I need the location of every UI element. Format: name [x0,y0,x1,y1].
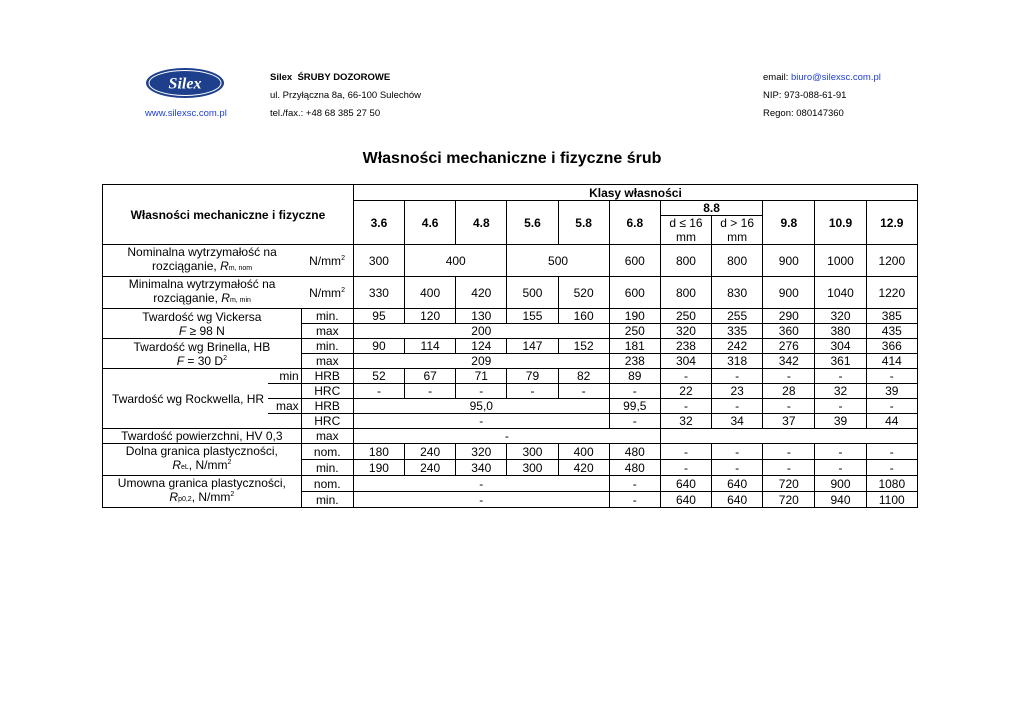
class-header: 3.6 [353,201,404,245]
value-cell: - [815,460,866,476]
value-cell: 720 [763,476,815,492]
value-cell: - [609,492,660,508]
scale-label: HRC [301,414,353,429]
value-cell: - [660,399,711,414]
value-cell: 400 [405,277,456,309]
value-cell: 1220 [866,277,917,309]
limit-label: min. [301,492,353,508]
value-cell: 28 [763,384,815,399]
limit-label: nom. [301,444,353,460]
value-cell: 640 [660,492,711,508]
row-label-proof: Umowna granica plastyczności, Rp0,2, $N/mm^2$ [103,476,302,508]
row-label-nominal: Nominalna wytrzymałość na rozciąganie, Rm, nom [103,245,302,277]
company-phone: tel./fax.: +48 68 385 27 50 [270,108,381,119]
value-cell: 400 [405,245,507,277]
silex-logo [145,67,225,99]
value-cell: 79 [507,369,558,384]
value-cell: 238 [660,339,711,354]
website-link[interactable]: www.silexsc.com.pl [145,108,227,119]
value-cell: 435 [866,324,917,339]
value-cell: 255 [712,309,763,324]
value-cell: 124 [456,339,507,354]
value-cell: 360 [763,324,815,339]
value-cell: 52 [353,369,404,384]
value-cell: - [660,444,711,460]
classes-header: Klasy własności [353,185,917,201]
value-cell: 480 [609,460,660,476]
class-header: 4.6 [405,201,456,245]
value-cell: 240 [405,460,456,476]
value-cell: - [353,429,660,444]
limit-label: nom. [301,476,353,492]
value-cell: 160 [558,309,609,324]
value-cell: 300 [507,460,558,476]
company-regon: Regon: 080147360 [763,108,844,119]
value-cell: 99,5 [609,399,660,414]
value-cell: - [712,369,763,384]
unit-cell: $N/mm^2$ [301,245,353,277]
value-cell: - [660,369,711,384]
value-cell: 23 [712,384,763,399]
limit-label: min. [301,339,353,354]
value-cell: - [712,399,763,414]
value-cell: 800 [712,245,763,277]
value-cell: - [763,399,815,414]
value-cell: - [353,384,404,399]
value-cell: 335 [712,324,763,339]
row-label-rockwell: Twardość wg Rockwella, HR [103,369,269,429]
company-nip: NIP: 973-088-61-91 [763,90,847,101]
value-cell: 300 [353,245,404,277]
page-title: Własności mechaniczne i fizyczne śrub [362,150,662,167]
value-cell: 600 [609,245,660,277]
value-cell: 190 [609,309,660,324]
value-cell: - [660,460,711,476]
value-cell: - [405,384,456,399]
value-cell: 190 [353,460,404,476]
value-cell: 340 [456,460,507,476]
row-label-brinell: Twardość wg Brinella, HB F = 30 $D^2$ [103,339,302,369]
value-cell: 400 [558,444,609,460]
value-cell: 900 [763,277,815,309]
scale-label: HRC [301,384,353,399]
value-cell: 250 [609,324,660,339]
company-name: Silex ŚRUBY DOZOROWE [270,72,391,83]
value-cell: - [815,444,866,460]
empty-cell [660,429,917,444]
limit-label: max [301,429,353,444]
value-cell: 640 [712,476,763,492]
value-cell: - [558,384,609,399]
value-cell: 242 [712,339,763,354]
value-cell: 361 [815,354,866,369]
value-cell: 290 [763,309,815,324]
limit-label: min. [301,460,353,476]
value-cell: - [353,476,609,492]
value-cell: 320 [660,324,711,339]
value-cell: 480 [609,444,660,460]
value-cell: 200 [353,324,609,339]
value-cell: 39 [815,414,866,429]
limit-spacer [268,384,301,399]
value-cell: 720 [763,492,815,508]
value-cell: 500 [507,245,609,277]
value-cell: 320 [815,309,866,324]
limit-label: min [268,369,301,384]
value-cell: - [763,444,815,460]
limit-label: max [301,354,353,369]
value-cell: 32 [815,384,866,399]
limit-label: max [268,399,301,414]
value-cell: - [815,399,866,414]
value-cell: 114 [405,339,456,354]
scale-label: HRB [301,399,353,414]
row-label-yield: Dolna granica plastyczności, ReL, $N/mm^2$ [103,444,302,476]
class-header: 6.8 [609,201,660,245]
value-cell: 82 [558,369,609,384]
value-cell: 385 [866,309,917,324]
value-cell: - [866,444,917,460]
class-header: 8.8 [660,201,762,216]
class-88-sub-small: d ≤ 16 mm [660,216,711,245]
value-cell: 89 [609,369,660,384]
value-cell: 940 [815,492,866,508]
value-cell: 238 [609,354,660,369]
value-cell: - [712,460,763,476]
class-88-sub-large: d > 16 mm [712,216,763,245]
value-cell: - [353,414,609,429]
value-cell: - [609,414,660,429]
value-cell: 420 [456,277,507,309]
value-cell: 209 [353,354,609,369]
value-cell: 95,0 [353,399,609,414]
value-cell: 155 [507,309,558,324]
value-cell: 71 [456,369,507,384]
value-cell: - [763,460,815,476]
value-cell: 300 [507,444,558,460]
value-cell: 32 [660,414,711,429]
value-cell: 330 [353,277,404,309]
value-cell: - [866,399,917,414]
value-cell: - [456,384,507,399]
value-cell: 800 [660,277,711,309]
value-cell: 39 [866,384,917,399]
value-cell: 67 [405,369,456,384]
value-cell: 320 [456,444,507,460]
svg-text:Silex: Silex [168,75,202,93]
class-header: 5.6 [507,201,558,245]
value-cell: 1000 [815,245,866,277]
row-label-surface: Twardość powierzchni, HV 0,3 [103,429,302,444]
value-cell: - [763,369,815,384]
value-cell: 414 [866,354,917,369]
value-cell: 240 [405,444,456,460]
class-header: 10.9 [815,201,866,245]
value-cell: 420 [558,460,609,476]
class-header: 12.9 [866,201,917,245]
class-header: 5.8 [558,201,609,245]
value-cell: 1200 [866,245,917,277]
value-cell: 147 [507,339,558,354]
value-cell: 120 [405,309,456,324]
value-cell: - [507,384,558,399]
value-cell: 130 [456,309,507,324]
unit-cell: $N/mm^2$ [301,277,353,309]
value-cell: 95 [353,309,404,324]
scale-label: HRB [301,369,353,384]
value-cell: 1100 [866,492,917,508]
value-cell: 152 [558,339,609,354]
value-cell: 304 [660,354,711,369]
company-address: ul. Przyłączna 8a, 66-100 Sulechów [270,90,422,101]
value-cell: - [712,444,763,460]
value-cell: - [353,492,609,508]
value-cell: 500 [507,277,558,309]
properties-table [102,184,918,508]
value-cell: 276 [763,339,815,354]
limit-label: max [301,324,353,339]
value-cell: 180 [353,444,404,460]
value-cell: 37 [763,414,815,429]
value-cell: - [866,369,917,384]
value-cell: 90 [353,339,404,354]
value-cell: - [866,460,917,476]
value-cell: 640 [712,492,763,508]
value-cell: 800 [660,245,711,277]
table-corner-header: Własności mechaniczne i fizyczne [103,185,354,245]
value-cell: 900 [815,476,866,492]
value-cell: 342 [763,354,815,369]
row-label-minimal: Minimalna wytrzymałość na rozciąganie, Rm, min [103,277,302,309]
limit-spacer [268,414,301,429]
value-cell: 181 [609,339,660,354]
limit-label: min. [301,309,353,324]
value-cell: - [609,384,660,399]
value-cell: 830 [712,277,763,309]
company-email: email: biuro@silexsc.com.pl [763,72,881,83]
value-cell: 22 [660,384,711,399]
value-cell: - [815,369,866,384]
value-cell: 380 [815,324,866,339]
value-cell: 900 [763,245,815,277]
value-cell: 44 [866,414,917,429]
value-cell: 318 [712,354,763,369]
value-cell: 600 [609,277,660,309]
value-cell: 1040 [815,277,866,309]
class-header: 4.8 [456,201,507,245]
email-link[interactable]: biuro@silexsc.com.pl [790,72,881,83]
row-label-vickers: Twardość wg Vickersa F ≥ 98 N [103,309,302,339]
value-cell: 304 [815,339,866,354]
class-header: 9.8 [763,201,815,245]
value-cell: 1080 [866,476,917,492]
value-cell: 34 [712,414,763,429]
value-cell: 640 [660,476,711,492]
value-cell: 250 [660,309,711,324]
value-cell: 520 [558,277,609,309]
value-cell: - [609,476,660,492]
value-cell: 366 [866,339,917,354]
